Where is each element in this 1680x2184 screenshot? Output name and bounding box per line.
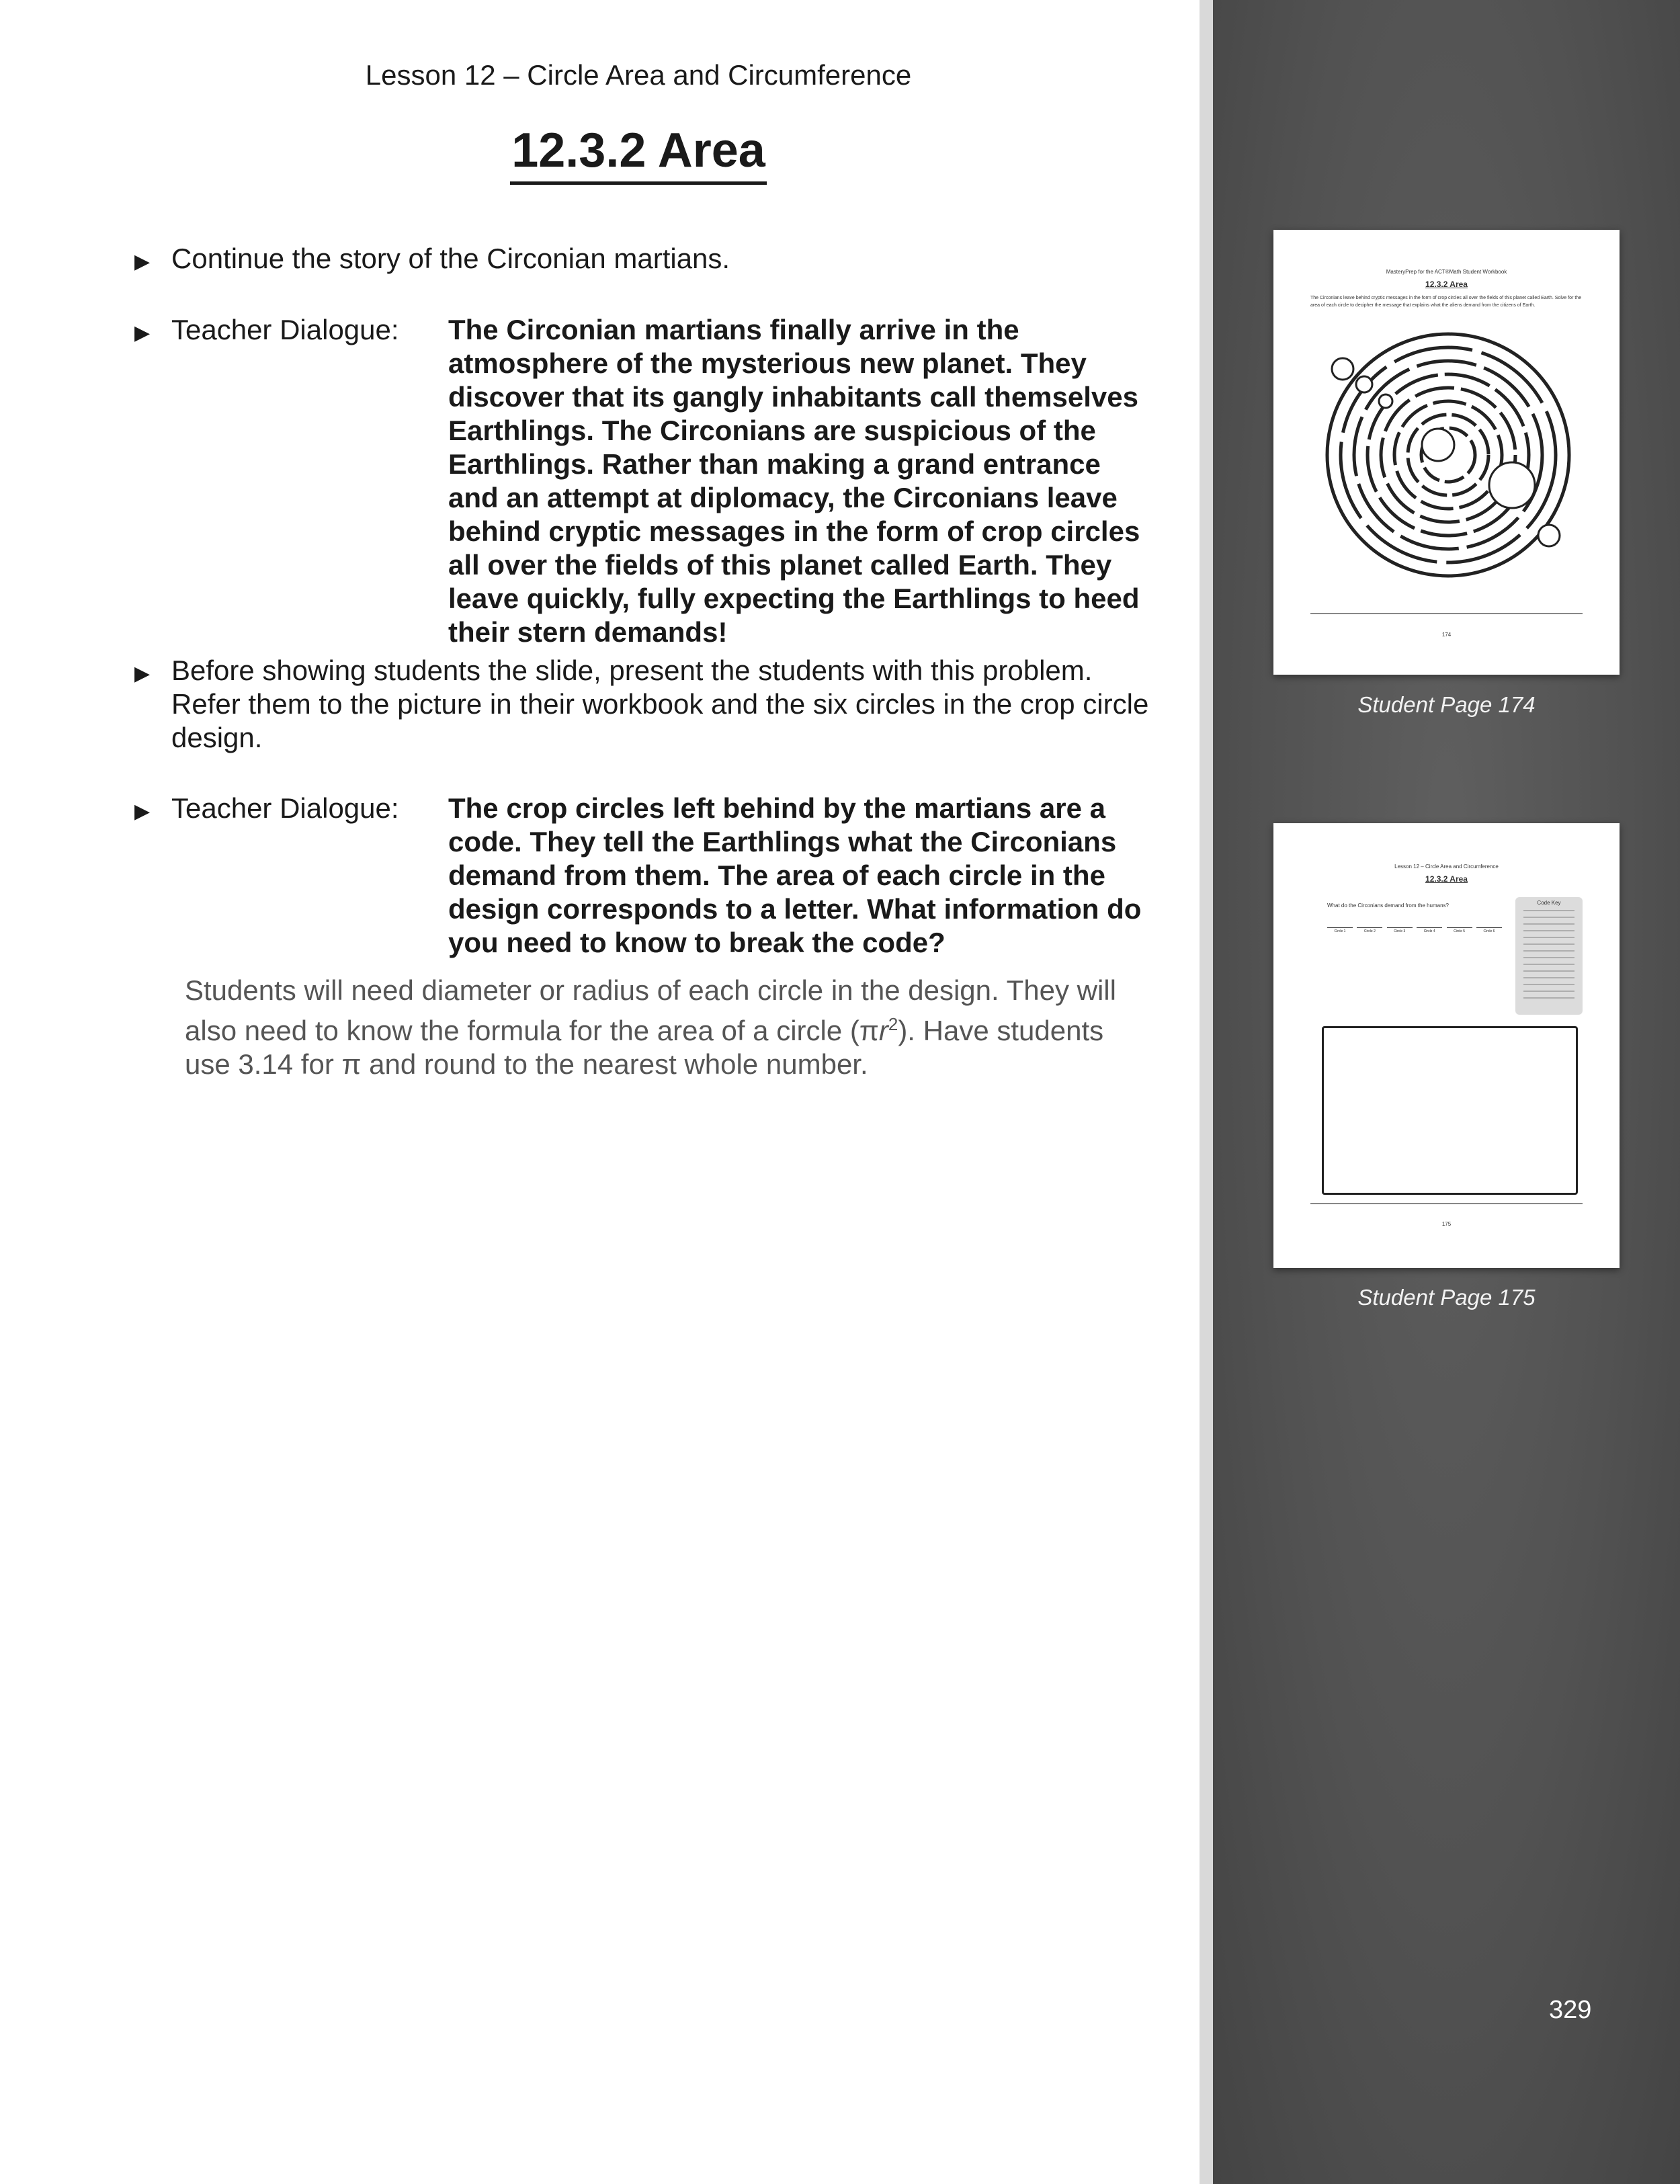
crop-circle-maze	[1310, 324, 1586, 586]
student-page-175-caption: Student Page 175	[1357, 1285, 1536, 1310]
thumb2-answer-blanks	[1327, 927, 1502, 941]
student-page-174-thumbnail	[1273, 230, 1620, 675]
thumb1-page-number: 174	[1441, 632, 1452, 638]
circle-label: Circle 4	[1417, 927, 1442, 941]
thumb1-footer-rule	[1310, 613, 1583, 614]
section-title: 12.3.2 Area	[510, 124, 767, 185]
teacher-dialogue-label: Teacher Dialogue:	[171, 792, 399, 824]
circle-label: Circle 5	[1447, 927, 1472, 941]
thumb2-question: What do the Circonians demand from the humans?	[1327, 902, 1449, 909]
teacher-dialogue-code: The crop circles left behind by the martians are a code. They tell the Earthlings what the Circonians demand from them. The area of each circle in the design corresponds to a letter. What information do you need to know to break the code?	[448, 792, 1142, 958]
section-title-wrap	[0, 124, 1277, 185]
code-key-box	[1515, 897, 1583, 1015]
thumb2-page-number: 175	[1441, 1221, 1452, 1227]
student-page-174-caption: Student Page 174	[1357, 692, 1536, 717]
code-key-table	[1523, 910, 1574, 1004]
thumb1-header: MasteryPrep for the ACT®Math Student Workbook	[1386, 269, 1507, 275]
page-divider	[1200, 0, 1213, 2184]
lesson-header: Lesson 12 – Circle Area and Circumference	[365, 59, 912, 91]
circle-label: Circle 3	[1387, 927, 1413, 941]
thumb1-title: 12.3.2 Area	[1425, 280, 1468, 289]
answer-text	[185, 974, 1152, 1081]
bullet-icon: ▶	[134, 663, 151, 685]
student-page-175-thumbnail	[1273, 823, 1620, 1268]
answer-part1: Students will need diameter or radius of each circle in the design. They will also need to know the formula for the area of a circle (π	[185, 974, 1116, 1046]
teacher-dialogue-story: The Circonian martians finally arrive in the atmosphere of the mysterious new planet. They discover that its gangly inhabitants call themselves Earthlings. The Circonians are suspicious of the Earthlings. Rather than making a grand entrance and an attempt at diplomacy, the Circonians leave behind cryptic messages in the form of crop circles all over the fields of this planet called Earth. They leave quickly, fully expecting the Earthlings to heed their stern demands!	[448, 314, 1140, 648]
answer-r: r	[878, 1015, 888, 1046]
work-box	[1322, 1026, 1578, 1195]
code-key-title: Code Key	[1537, 900, 1561, 906]
thumb1-text: The Circonians leave behind cryptic messages in the form of crop circles all over the fields of this planet called Earth. Solve for the area of each circle to decipher the message that explains what the aliens demand from the citizens of Earth.	[1310, 296, 1582, 308]
teacher-dialogue-label: Teacher Dialogue:	[171, 314, 399, 345]
page-number: 329	[1549, 1996, 1592, 2024]
bullet-icon: ▶	[134, 322, 151, 344]
circle-label: Circle 6	[1476, 927, 1502, 941]
thumb2-header: Lesson 12 – Circle Area and Circumference	[1394, 864, 1499, 870]
item-continue-story: Continue the story of the Circonian martians.	[171, 243, 730, 274]
bullet-icon: ▶	[134, 251, 151, 273]
circle-label: Circle 1	[1327, 927, 1353, 941]
thumb2-title: 12.3.2 Area	[1425, 874, 1468, 884]
answer-part2: ). Have students use 3.14 for π and round to the nearest whole number.	[185, 1015, 1104, 1080]
item-present-problem: Before showing students the slide, present the students with this problem. Refer them to the picture in their workbook and the six circles in the crop circle design.	[171, 655, 1149, 753]
thumb2-footer-rule	[1310, 1203, 1583, 1204]
bullet-icon: ▶	[134, 800, 151, 823]
circle-label: Circle 2	[1357, 927, 1382, 941]
answer-exponent: 2	[888, 1014, 898, 1034]
